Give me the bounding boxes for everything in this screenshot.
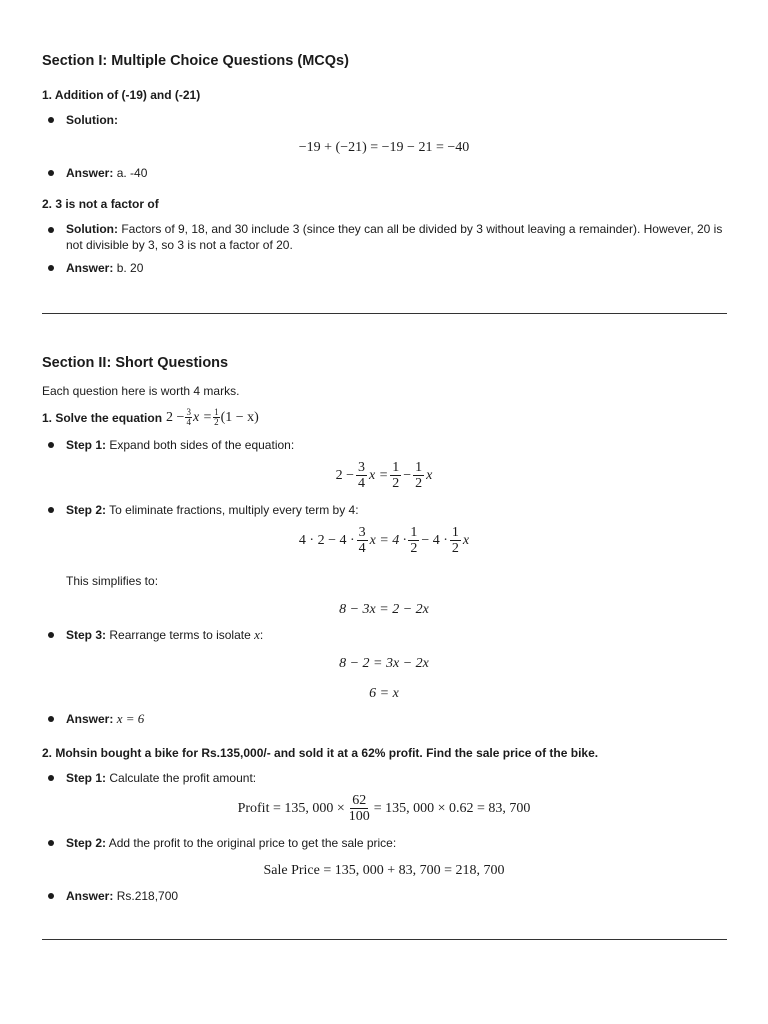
s1-q1-equation: −19 + (−21) = −19 − 21 = −40 [298,140,470,155]
simplifies-text: This simplifies to: [66,574,159,588]
bullet-icon [48,632,54,638]
answer-text: a. -40 [116,166,148,180]
answer-label: Answer: [66,889,114,903]
answer-text: b. 20 [116,261,144,275]
bullet-icon [48,170,54,176]
answer-label: Answer: [66,261,114,275]
section1-heading: Section I: Multiple Choice Questions (MCQs) [42,53,349,69]
s2-q1-eq5: 6 = x [369,686,399,701]
s2-q1-answer [66,711,728,727]
bullet-icon [48,227,54,233]
answer-text: Rs.218,700 [116,889,179,903]
answer-label: Answer: [66,712,114,726]
bullet-icon [48,893,54,899]
s1-q2-solution [66,221,728,253]
divider [42,313,727,314]
bullet-icon [48,265,54,271]
s1-q1-solution [66,112,728,128]
step-text: Calculate the profit amount: [109,771,257,785]
bullet-icon [48,775,54,781]
answer-math: x = 6 [116,711,145,726]
fraction: $\frac{1}{2}$ [451,525,459,556]
divider [42,939,727,940]
fraction: $\frac{1}{2}$ [214,407,219,427]
s1-q2-title: 2. 3 is not a factor of [42,197,159,211]
answer-label: Answer: [66,166,114,180]
solution-label: Solution: [66,113,118,127]
s2-q1-title-math: 2 − $\frac{3}{4}$ x = $\frac{1}{2}$ (1 − x) [166,407,259,427]
step-text: Expand both sides of the equation: [109,438,295,452]
s2-q1-eq3: 8 − 3x = 2 − 2x [339,602,429,617]
s2-q1-eq2: 4 · 2 − 4 · $\frac{3}{4}$ x = 4 · $\frac{1}{2}$ − 4 · $\frac{1}{2}$ x [298,525,470,556]
s2-q1-step1 [66,437,728,453]
s1-q1-title: 1. Addition of (-19) and (-21) [42,88,201,102]
section2-intro: Each question here is worth 4 marks. [42,384,240,398]
bullet-icon [48,507,54,513]
solution-line2: not divisible by 3, so 3 is not a factor of 20. [66,238,293,252]
bullet-icon [48,840,54,846]
s2-q1-step2 [66,502,728,518]
step-label: Step 1: [66,771,107,785]
fraction: $\frac{3}{4}$ [358,460,366,491]
step-text: Rearrange terms to isolate [109,628,251,642]
s2-q1-step3: Step 3: Rearrange terms to isolate x: [66,627,264,642]
s2-q1-title [42,408,259,427]
bullet-icon [48,442,54,448]
s2-q2-eq1: Profit = 135, 000 × $\frac{62}{100}$ = 135, 000 × 0.62 = 83, 700 [237,793,531,824]
s2-q2-step2 [66,835,728,851]
solution-label: Solution: [66,222,118,236]
s2-q2-eq2: Sale Price = 135, 000 + 83, 700 = 218, 700 [263,863,505,878]
solution-line1: Factors of 9, 18, and 30 include 3 (since they can all be divided by 3 without leaving a remainder). However, 20 is [121,222,723,236]
fraction: $\frac{3}{4}$ [358,525,366,556]
step-label: Step 2: [66,503,107,517]
fraction: $\frac{1}{2}$ [410,525,418,556]
s2-q2-answer [66,888,728,904]
bullet-icon [48,117,54,123]
s1-q2-answer [66,260,728,276]
step-text: To eliminate fractions, multiply every term by 4: [109,503,359,517]
step-label: Step 2: [66,836,107,850]
s2-q1-eq1: 2 − $\frac{3}{4}$ x = $\frac{1}{2}$ − $\frac{1}{2}$ x [335,460,433,491]
s2-q2-step1 [66,770,728,786]
s2-q1-eq4: 8 − 2 = 3x − 2x [339,656,429,671]
section2-heading: Section II: Short Questions [42,355,229,371]
fraction: $\frac{62}{100}$ [348,793,370,824]
bullet-icon [48,716,54,722]
fraction: $\frac{1}{2}$ [392,460,400,491]
step-label: Step 3: [66,628,107,642]
s2-q2-title: 2. Mohsin bought a bike for Rs.135,000/- and sold it at a 62% profit. Find the sale price of the bike. [42,746,599,760]
s1-q1-answer [66,165,728,181]
s2-q1-title-text: 1. Solve the equation [42,410,163,425]
fraction: $\frac{3}{4}$ [186,407,191,427]
step-text: Add the profit to the original price to get the sale price: [108,836,397,850]
fraction: $\frac{1}{2}$ [415,460,423,491]
step-label: Step 1: [66,438,107,452]
